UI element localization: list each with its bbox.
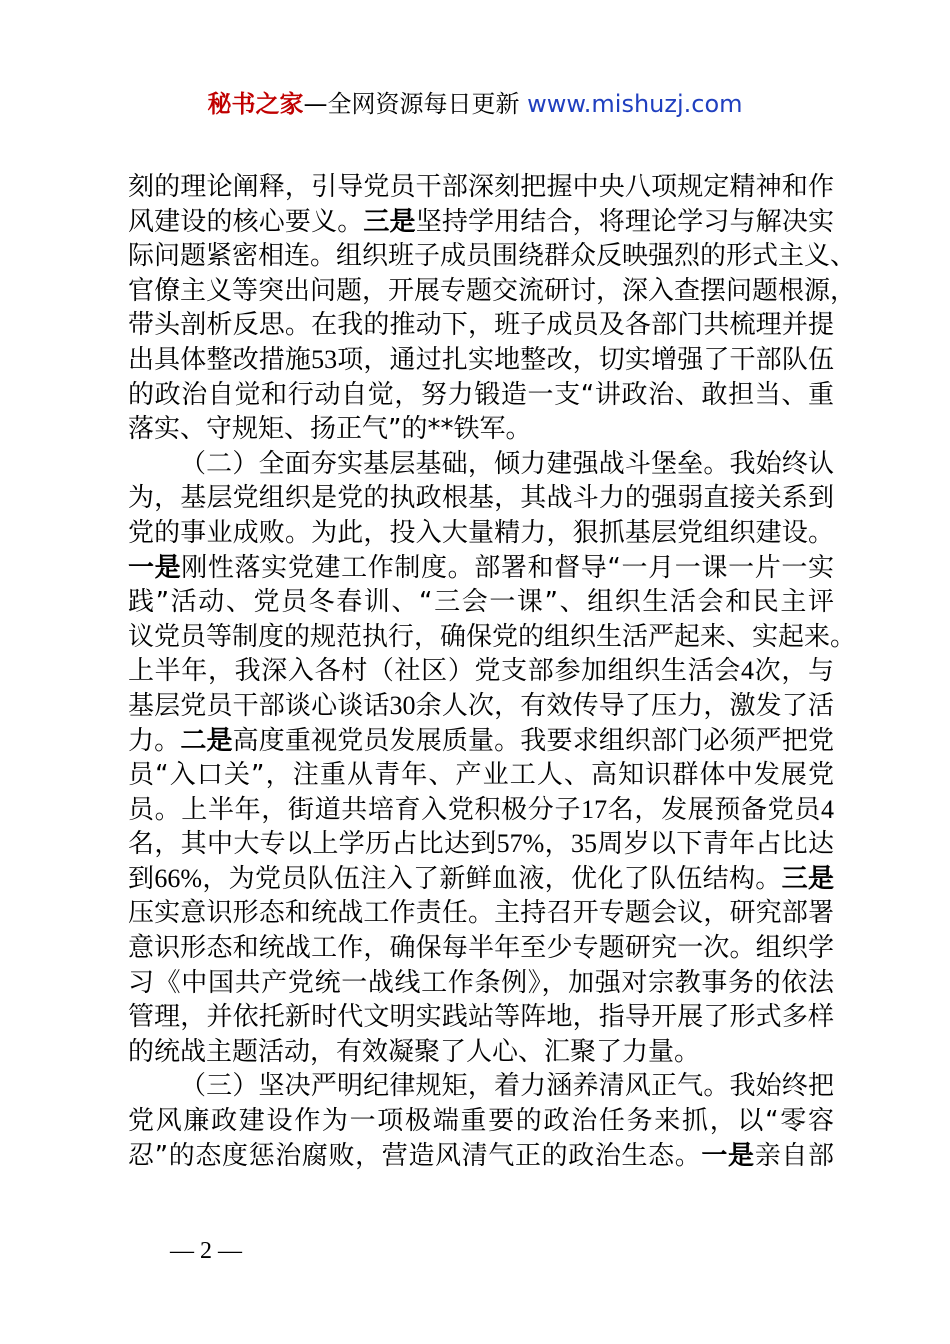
bold-marker: 二是	[180, 725, 233, 756]
body-line: 党的事业成败。为此，投入大量精力，狠抓基层党组织建设。	[128, 517, 834, 548]
body-text	[128, 170, 857, 1173]
body-line: 带头剖析反思。在我的推动下，班子成员及各部门共梳理并提	[128, 310, 834, 341]
bold-marker: 三是	[363, 206, 416, 237]
paragraph-heading-line: （二）全面夯实基层基础，倾力建强战斗堡垒。我始终认	[180, 448, 834, 479]
body-line: 忍”的态度惩治腐败，营造风清气正的政治生态。一是亲自部	[128, 1140, 834, 1171]
header-slogan: —全网资源每日更新	[303, 90, 528, 118]
body-line: 到66%，为党员队伍注入了新鲜血液，优化了队伍结构。三是	[128, 863, 834, 894]
body-line: 员。上半年，街道共培育入党积极分子17名，发展预备党员4	[128, 794, 834, 825]
header-url: www.mishuzj.com	[527, 90, 743, 118]
bold-marker: 三是	[781, 863, 834, 894]
body-line: 刻的理论阐释，引导党员干部深刻把握中央八项规定精神和作	[128, 172, 834, 202]
page-number: — 2 —	[170, 1238, 242, 1264]
body-line: 上半年，我深入各村（社区）党支部参加组织生活会4次，与	[128, 656, 834, 687]
body-line: 员“入口关”，注重从青年、产业工人、高知识群体中发展党	[128, 760, 834, 791]
body-line: 为，基层党组织是党的执政根基，其战斗力的强弱直接关系到	[128, 483, 834, 514]
body-line: 的统战主题活动，有效凝聚了人心、汇聚了力量。	[128, 1036, 701, 1067]
body-line: 意识形态和统战工作，确保每半年至少专题研究一次。组织学	[128, 933, 834, 964]
body-line: 风建设的核心要义。三是坚持学用结合，将理论学习与解决实	[128, 206, 834, 237]
body-line: 力。二是高度重视党员发展质量。我要求组织部门必须严把党	[128, 725, 834, 756]
body-line: 际问题紧密相连。组织班子成员围绕群众反映强烈的形式主义、	[128, 241, 857, 272]
body-line: 名，其中大专以上学历占比达到57%，35周岁以下青年占比达	[128, 829, 834, 860]
body-line: 落实、守规矩、扬正气”的**铁军。	[128, 414, 532, 445]
paragraph-heading-line: （三）坚决严明纪律规矩，着力涵养清风正气。我始终把	[180, 1071, 834, 1102]
body-line: 习《中国共产党统一战线工作条例》，加强对宗教事务的依法	[128, 967, 834, 998]
body-line: 压实意识形态和统战工作责任。主持召开专题会议，研究部署	[128, 898, 834, 929]
body-line: 出具体整改措施53项，通过扎实地整改，切实增强了干部队伍	[128, 344, 834, 375]
body-line: 的政治自觉和行动自觉，努力锻造一支“讲政治、敢担当、重	[128, 379, 834, 410]
body-line: 基层党员干部谈心谈话30余人次，有效传导了压力，激发了活	[128, 690, 834, 721]
site-header	[0, 84, 950, 124]
body-line: 议党员等制度的规范执行，确保党的组织生活严起来、实起来。	[128, 621, 857, 652]
body-line: 一是刚性落实党建工作制度。部署和督导“一月一课一片一实	[128, 552, 834, 583]
body-line: 管理，并依托新时代文明实践站等阵地，指导开展了形式多样	[128, 1002, 834, 1033]
body-line: 践”活动、党员冬春训、“三会一课”、组织生活会和民主评	[128, 587, 834, 618]
body-line: 党风廉政建设作为一项极端重要的政治任务来抓，以“零容	[128, 1106, 834, 1137]
bold-marker: 一是	[701, 1140, 755, 1171]
bold-marker: 一是	[128, 552, 182, 583]
header-brand: 秘书之家	[207, 90, 304, 118]
body-line: 官僚主义等突出问题，开展专题交流研讨，深入查摆问题根源，	[128, 275, 857, 306]
